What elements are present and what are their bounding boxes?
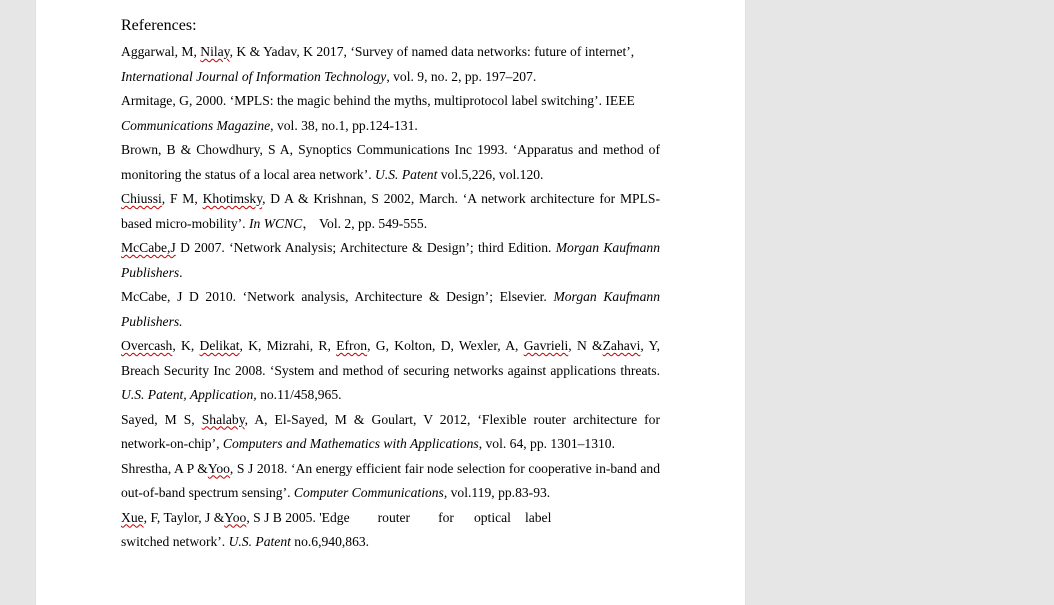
reference-entry: McCabe, J D 2010. ‘Network analysis, Architecture & Design’; Elsevier. Morgan Kaufmann Publishers. xyxy=(121,289,661,329)
spelling-flag: Yoo xyxy=(207,460,230,476)
spelling-flag: Gavrieli xyxy=(523,338,569,353)
reference-entry: Aggarwal, M, Nilay, K & Yadav, K 2017, ‘Survey of named data networks: future of internet’, International Journal of Information Technology, vol. 9, no. 2, pp. 197–207. xyxy=(121,44,635,84)
spelling-flag: Zahavi xyxy=(602,338,641,353)
reference-entry: Sayed, M S, Shalaby, A, El-Sayed, M & Goulart, V 2012, ‘Flexible router architecture for network-on-chip’, Computers and Mathematics with Applications, vol. 64, pp. 1301–1310. xyxy=(121,411,660,451)
spelling-flag: Xue xyxy=(121,509,144,525)
spelling-flag: Yoo xyxy=(224,509,247,525)
spelling-flag: McCabe,J xyxy=(121,240,176,255)
references-heading: References: xyxy=(121,17,197,34)
reference-entry: McCabe,J D 2007. ‘Network Analysis; Architecture & Design’; third Edition. Morgan Kaufmann Publishers. xyxy=(121,240,660,280)
reference-entry: Chiussi, F M, Khotimsky, D A & Krishnan, S 2002, March. ‘A network architecture for MPLS-based micro-mobility’. In WCNC， Vol. 2, pp. 549-555. xyxy=(121,191,660,231)
reference-entry: Shrestha, A P &Yoo, S J 2018. ‘An energy efficient fair node selection for cooperative in-band and out-of-band spectrum sensing’. Computer Communications, vol.119, pp.83-93. xyxy=(121,460,661,500)
spelling-flag: Chiussi xyxy=(121,191,162,206)
spelling-flag: Shalaby xyxy=(201,411,245,427)
spelling-flag: Overcash xyxy=(121,338,173,353)
spelling-flag: Delikat xyxy=(199,338,240,353)
reference-entry: Armitage, G, 2000. ‘MPLS: the magic behind the myths, multiprotocol label switching’. IEEE Communications Magazine, vol. 38, no.1, pp.124-131. xyxy=(121,93,635,133)
reference-entry: Brown, B & Chowdhury, S A, Synoptics Communications Inc 1993. ‘Apparatus and method of monitoring the status of a local area network’. U.S. Patent vol.5,226, vol.120. xyxy=(121,142,660,182)
document-page xyxy=(36,0,745,605)
document-body[interactable] xyxy=(121,16,660,555)
reference-entry: Overcash, K, Delikat, K, Mizrahi, R, Efron, G, Kolton, D, Wexler, A, Gavrieli, N &Zahavi, Y, Breach Security Inc 2008. ‘System and method of securing networks against applications threats. U.S. Patent, Application, no.11/458,965. xyxy=(121,338,660,402)
spelling-flag: Efron xyxy=(336,338,368,353)
spelling-flag: Khotimsky xyxy=(202,191,263,206)
reference-entry: Xue, F, Taylor, J &Yoo, S J B 2005. 'Edge router for optical label switched network’. U.S. Patent no.6,940,863. xyxy=(121,509,552,549)
spelling-flag: Nilay xyxy=(200,44,230,59)
